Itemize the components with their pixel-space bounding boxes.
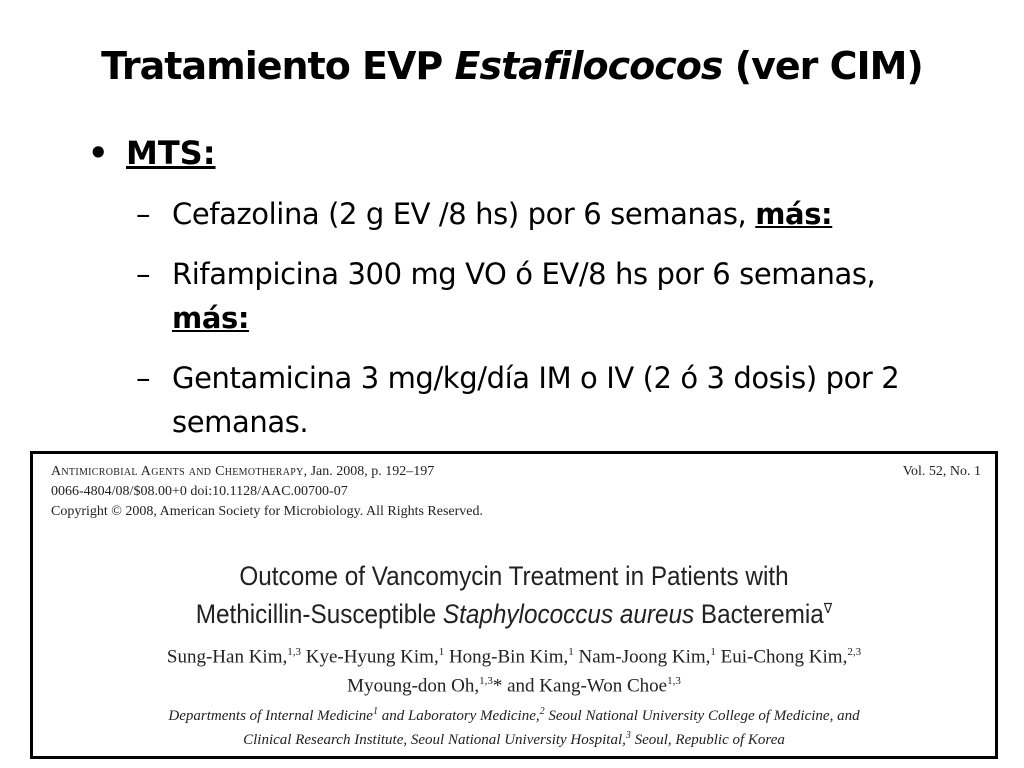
author: Eui-Chong Kim,: [715, 646, 848, 668]
title-suffix: (ver CIM): [722, 44, 923, 88]
author-sup: 1,3: [479, 675, 493, 688]
affil-sup: 3: [625, 730, 631, 741]
author: Nam-Joong Kim,: [573, 646, 711, 668]
authors: [33, 640, 995, 699]
title-line2-end: Bacteremia: [694, 599, 824, 629]
dash-icon: –: [136, 257, 151, 291]
author-sup: 1: [710, 646, 716, 658]
paper-excerpt: [30, 451, 998, 759]
author: Sung-Han Kim,: [166, 646, 288, 668]
paper-title-line2: [81, 592, 947, 630]
dash-icon: –: [136, 197, 151, 231]
slide-title: [0, 44, 1024, 88]
bullet-label: MTS:: [126, 134, 216, 172]
affiliations: [33, 702, 995, 750]
title-italic: Estafilococos: [454, 44, 723, 88]
citation: , Jan. 2008, p. 192–197: [303, 464, 435, 479]
authors-line1: [33, 640, 995, 669]
affil-text: Seoul National University College of Medicine, and: [544, 708, 860, 724]
affil-sup: 2: [539, 706, 545, 717]
journal-name: Antimicrobial Agents and Chemotherapy: [51, 464, 304, 479]
copyright-line: Copyright © 2008, American Society for Microbiology. All Rights Reserved.: [51, 504, 484, 519]
list-item: [136, 252, 936, 340]
doi-line: 0066-4804/08/$08.00+0 doi:10.1128/AAC.00700-07: [51, 484, 348, 499]
title-text: Tratamiento EVP: [101, 44, 455, 88]
title-organism: Staphylococcus aureus: [442, 599, 695, 629]
authors-line2: [33, 669, 995, 698]
author-sup: 1,3: [287, 646, 301, 658]
volume: Vol. 52, No. 1: [902, 464, 981, 479]
author: Kye-Hyung Kim,: [300, 646, 439, 668]
author: Hong-Bin Kim,: [444, 646, 569, 668]
author-sup: 2,3: [847, 646, 862, 658]
paper-title-line1: Outcome of Vancomycin Treatment in Patients with: [239, 561, 789, 591]
affil-line2: [33, 726, 995, 750]
item-text: Rifampicina 300 mg VO ó EV/8 hs por 6 semanas,: [172, 257, 876, 291]
author: Myoung-don Oh,: [347, 675, 480, 697]
item-text: Cefazolina (2 g EV /8 hs) por 6 semanas,: [172, 197, 756, 231]
author: * and Kang-Won Choe: [492, 675, 668, 697]
author-sup: 1: [568, 646, 574, 658]
item-emphasis: más:: [755, 197, 833, 231]
list-item: [136, 356, 936, 444]
affil-sup: 1: [372, 706, 378, 717]
affil-line1: [33, 702, 995, 726]
bullet-icon: •: [88, 134, 109, 172]
affil-text: Departments of Internal Medicine: [168, 708, 373, 724]
dash-icon: –: [136, 361, 151, 395]
paper-title: [81, 560, 947, 630]
item-text: Gentamicina 3 mg/kg/día IM o IV (2 ó 3 dosis) por 2 semanas.: [172, 361, 900, 439]
author-sup: 1,3: [667, 675, 681, 688]
bullet-mts: [88, 134, 216, 172]
title-mark: ∇: [823, 600, 833, 616]
list-item: [136, 192, 936, 236]
affil-text: Clinical Research Institute, Seoul National University Hospital,: [243, 732, 626, 748]
affil-text: Seoul, Republic of Korea: [630, 732, 785, 748]
author-sup: 1: [438, 646, 445, 658]
item-emphasis: más:: [172, 301, 250, 335]
paper-meta: [51, 462, 981, 522]
title-line2-text: Methicillin-Susceptible: [195, 599, 443, 629]
affil-text: and Laboratory Medicine,: [377, 708, 540, 724]
